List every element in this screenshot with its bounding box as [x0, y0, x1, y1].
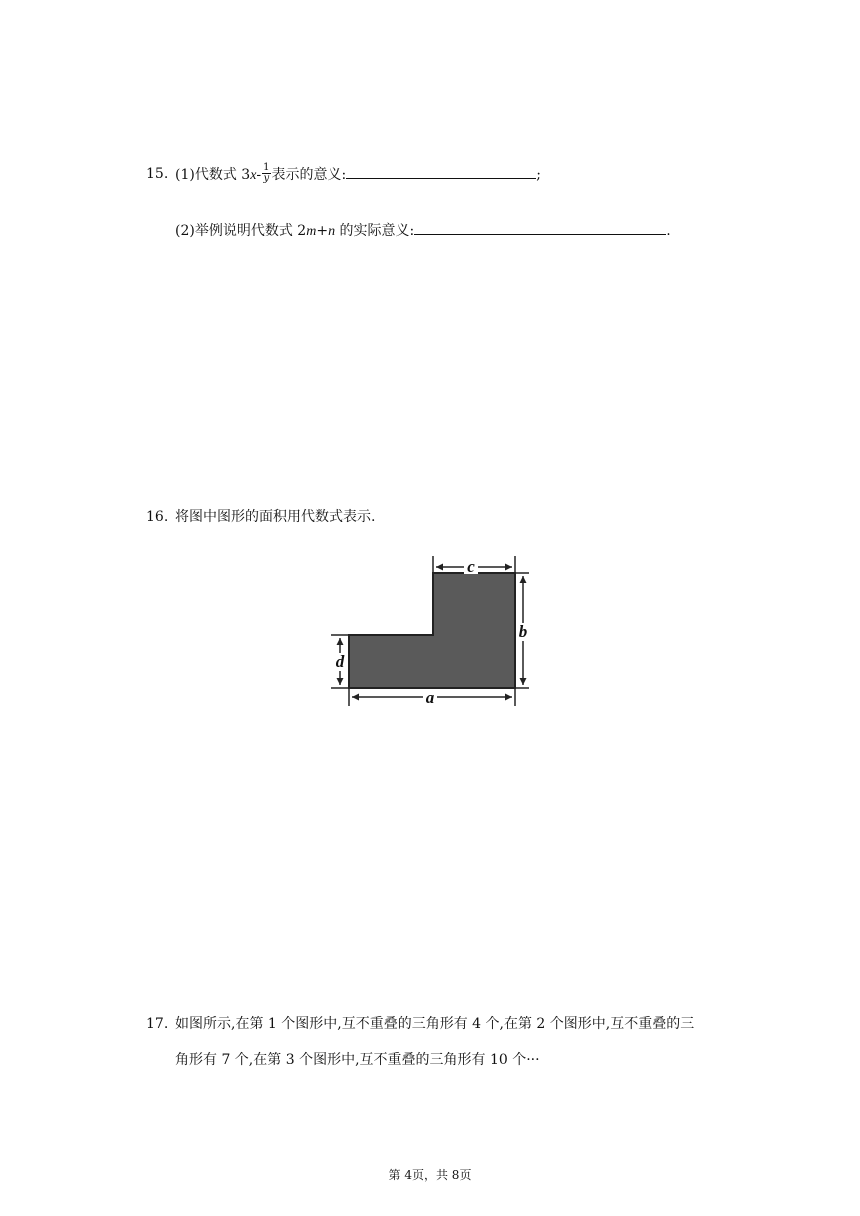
q15-part2-prefix: (2)举例说明代数式 2 — [175, 223, 307, 239]
label-c: c — [467, 557, 475, 576]
label-d: d — [335, 652, 345, 671]
q17-line1: 如图所示,在第 1 个图形中,互不重叠的三角形有 4 个,在第 2 个图形中,互不重叠的三 — [175, 1016, 695, 1032]
q15-part1-end: ; — [536, 167, 541, 183]
q15-answer-blank-1[interactable] — [346, 164, 536, 179]
label-a: a — [425, 688, 435, 707]
q17-number: 17. — [146, 1016, 169, 1032]
q15-part1-prefix: (1)代数式 3 — [175, 167, 251, 183]
label-b: b — [518, 622, 528, 641]
q15-frac-numerator: 1 — [263, 161, 270, 173]
q15-var-n: n — [328, 224, 336, 239]
q15-number: 15. — [146, 166, 169, 182]
q16-text: 将图中图形的面积用代数式表示. — [175, 509, 376, 525]
q15-frac-denominator: y — [263, 172, 270, 184]
q15-var-x: x — [250, 168, 257, 183]
q15-part1-suffix: 表示的意义: — [271, 167, 347, 183]
q15-part1 — [175, 161, 541, 186]
q15-answer-blank-2[interactable] — [414, 220, 666, 235]
page-footer: 第 4页，共 8页 — [388, 1168, 472, 1182]
q16-number: 16. — [146, 509, 169, 525]
q15-part2-end: . — [666, 223, 671, 239]
q15-var-m: m — [306, 224, 317, 239]
l-shape-region — [349, 573, 515, 688]
q15-fraction — [262, 163, 270, 184]
q15-plus: + — [316, 223, 329, 239]
q15-part2-suffix: 的实际意义: — [335, 223, 415, 239]
q15-minus: - — [256, 167, 262, 183]
l-shape-figure — [328, 553, 534, 709]
q17-line2: 角形有 7 个,在第 3 个图形中,互不重叠的三角形有 10 个··· — [175, 1052, 540, 1068]
q15-part2 — [175, 220, 671, 242]
